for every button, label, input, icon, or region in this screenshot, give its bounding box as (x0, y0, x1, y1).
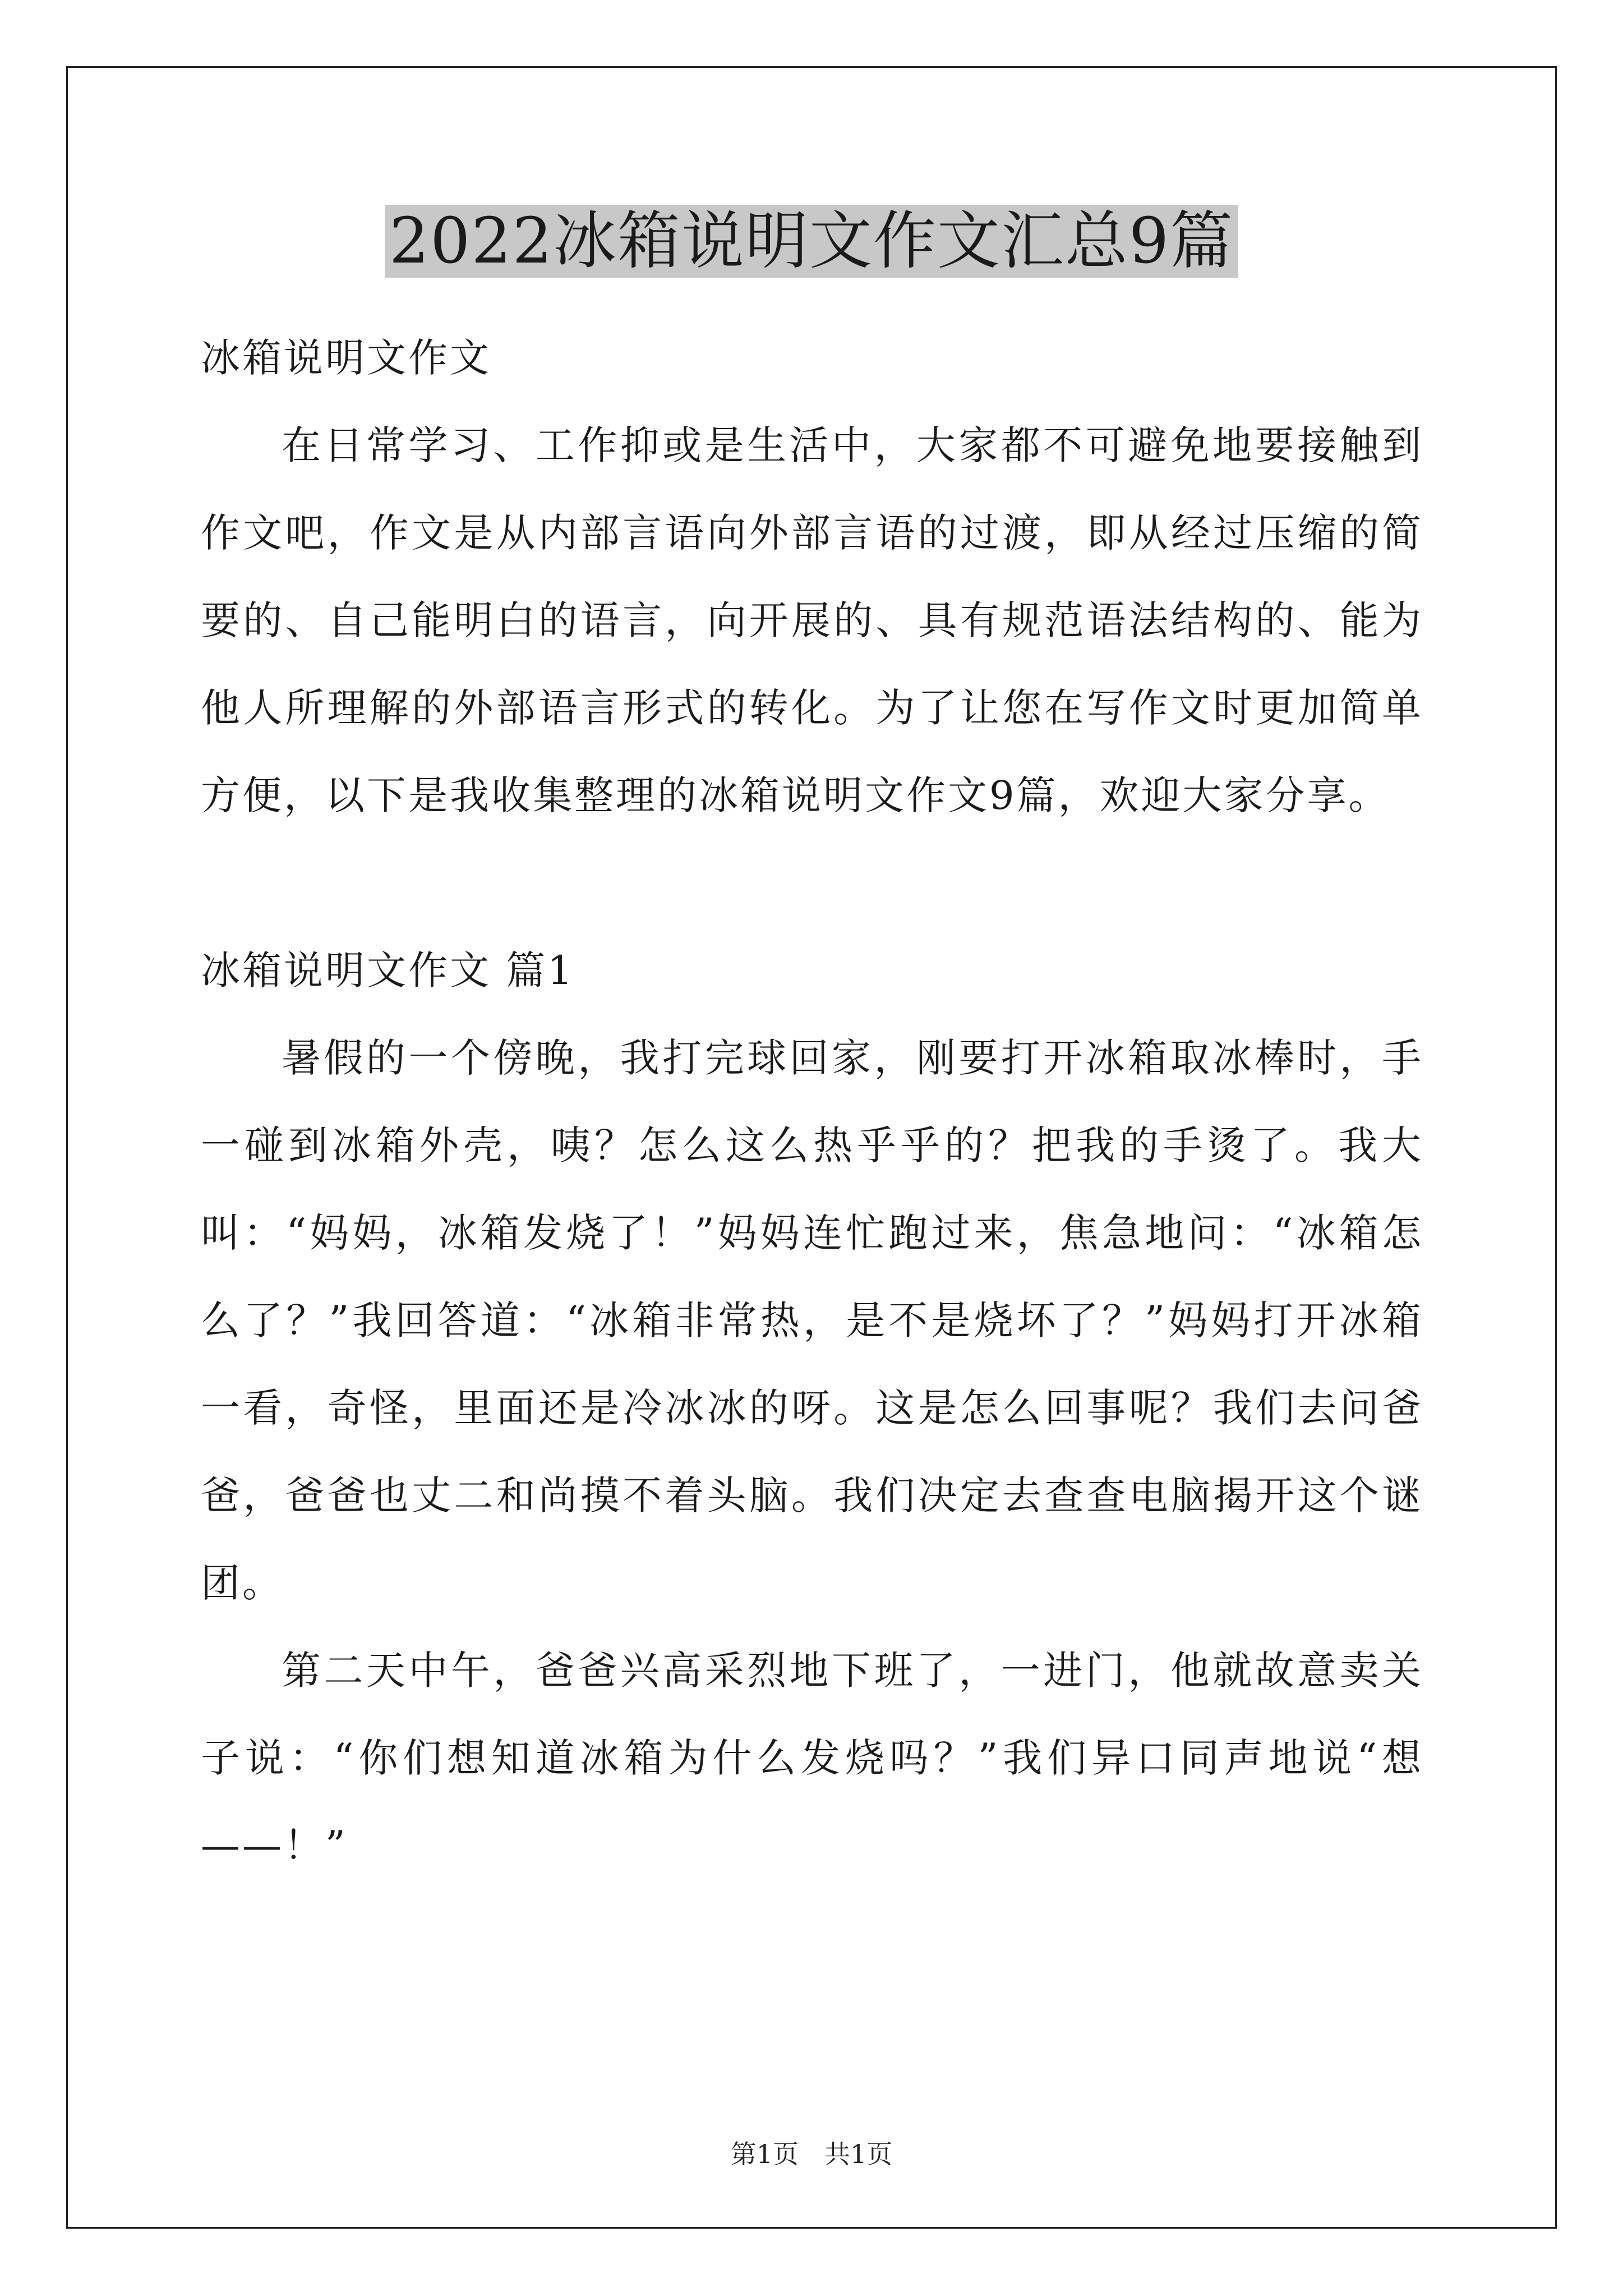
intro-paragraph: 在日常学习、工作抑或是生活中，大家都不可避免地要接触到作文吧，作文是从内部言语向外部言语的过渡，即从经过压缩的简要的、自己能明白的语言，向开展的、具有规范语法结构的、能为他人所理解的外部语言形式的转化。为了让您在写作文时更加简单方便，以下是我收集整理的冰箱说明文作文9篇，欢迎大家分享。 (201, 422, 1423, 818)
section-paragraph: 第二天中午，爸爸兴高采烈地下班了，一进门，他就故意卖关子说：“你们想知道冰箱为什么发烧吗？”我们异口同声地说“想——！” (201, 1648, 1423, 1869)
page-footer: 第1页 共1页 (730, 2139, 893, 2169)
section-paragraph: 暑假的一个傍晚，我打完球回家，刚要打开冰箱取冰棒时，手一碰到冰箱外壳，咦？怎么这么热乎乎的？把我的手烫了。我大叫：“妈妈，冰箱发烧了！”妈妈连忙跑过来，焦急地问：“冰箱怎么了？”我回答道：“冰箱非常热，是不是烧坏了？”妈妈打开冰箱一看，奇怪，里面还是冷冰冰的呀。这是怎么回事呢？我们去问爸爸，爸爸也丈二和尚摸不着头脑。我们决定去查查电脑揭开这个谜团。 (201, 1035, 1423, 1606)
document-body (201, 314, 1423, 1889)
intro-heading: 冰箱说明文作文 (201, 335, 491, 381)
section-heading: 冰箱说明文作文 篇1 (201, 947, 575, 993)
document-title: 2022冰箱说明文作文汇总9篇 (0, 202, 1623, 280)
section-spacer (201, 839, 1423, 927)
